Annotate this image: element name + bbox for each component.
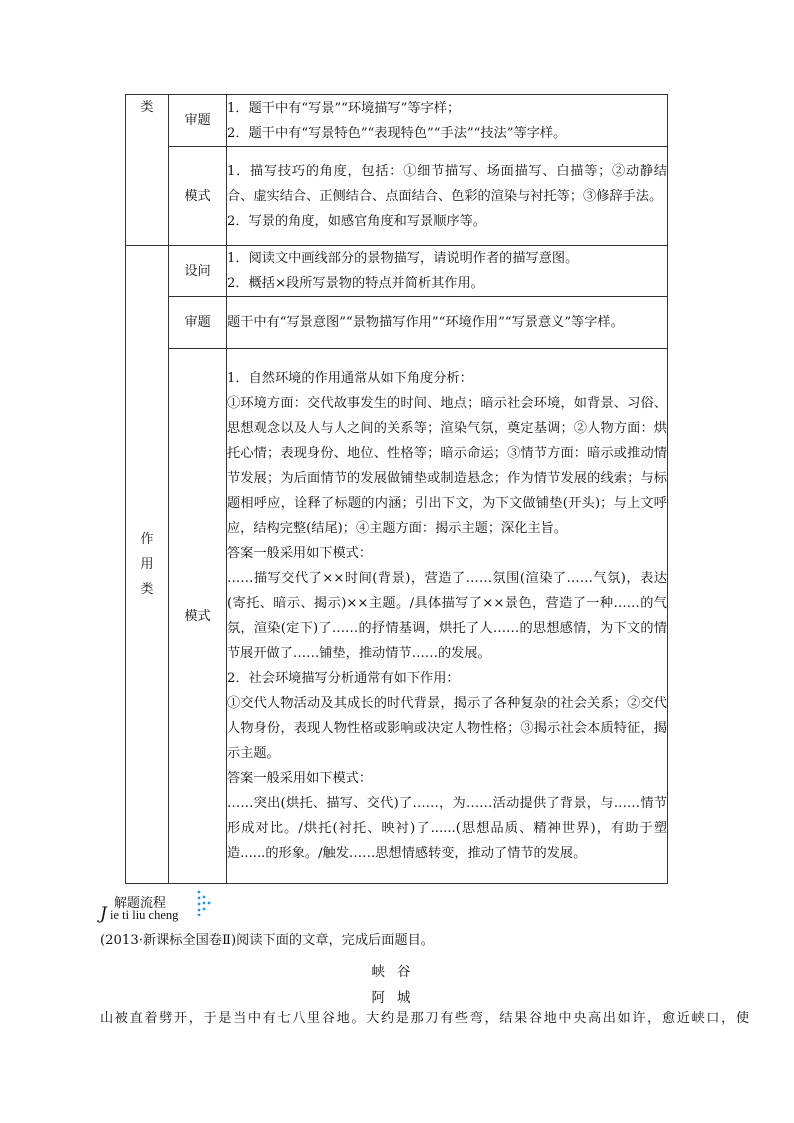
row-label: 审题 [169, 297, 227, 349]
article-author: 阿城 [371, 990, 423, 1006]
section-title: 解题流程 [114, 896, 167, 911]
row-content: 1．题干中有“写景”“环境描写”等字样； 2．题干中有“写景特色”“表现特色”“手法”“技法”等字样。 [227, 95, 668, 147]
section-initial: J [100, 904, 107, 924]
section-heading [100, 890, 300, 926]
category-cell-bottom: 作 用 类 [126, 246, 169, 884]
row-content: 1．自然环境的作用通常从如下角度分析： ①环境方面：交代故事发生的时间、地点；暗示社会环境，如背景、习俗、思想观念以及人与人之间的关系等；渲染气氛，奠定基调；②人物方面：烘托心情；表现身份、地位、性格等；暗示命运；③情节方面：暗示或推动情节发展；为后面情节的发展做铺垫或制造悬念；作为情节发展的线索；与标题相呼应，诠释了标题的内涵；引出下文，为下文做铺垫(开头)；与上文呼应，结构完整(结尾)；④主题方面：揭示主题；深化主旨。 答案一般采用如下模式： ……描写交代了××时间(背景)，营造了……氛围(渲染了……气氛)，表达(寄托、暗示、揭示)××主题。/具体描写了××景色，营造了一种……的气氛，渲染(定下)了……的抒情基调，烘托了人……的思想感情，为下文的情节展开做了……铺垫，推动情节……的发展。 2．社会环境描写分析通常有如下作用： ①交代人物活动及其成长的时代背景，揭示了各种复杂的社会关系；②交代人物身份，表现人物性格或影响或决定人物性格；③揭示社会本质特征，揭示主题。 答案一般采用如下模式： ……突出(烘托、描写、交代)了……，为……活动提供了背景，与……情节形成对比。/烘托(衬托、映衬)了......(思想品质、精神世界)，有助于塑造......的形象。/触发……思想情感转变，推动了情节的发展。 [227, 349, 668, 884]
answer-guide-table [125, 94, 668, 884]
row-label: 设问 [169, 246, 227, 297]
table-row [126, 297, 668, 349]
row-label: 模式 [169, 349, 227, 884]
row-content: 1．描写技巧的角度，包括：①细节描写、场面描写、白描等；②动静结合、虚实结合、正侧结合、点面结合、色彩的渲染与衬托等；③修辞手法。 2．写景的角度，如感官角度和写景顺序等。 [227, 147, 668, 246]
dotted-arrow-icon [197, 890, 213, 916]
category-cell-top [126, 95, 169, 246]
section-pinyin: ie ti liu cheng [110, 908, 179, 922]
table-row [126, 349, 668, 884]
category-label: 类 [140, 100, 154, 115]
row-content: 题干中有“写景意图”“景物描写作用”“环境作用”“写景意义”等字样。 [227, 297, 668, 349]
article-first-line: 山被直着劈开，于是当中有七八里谷地。大约是那刀有些弯，结果谷地中央高出如许，愈近峡口，使 [100, 1011, 751, 1026]
article-title: 峡谷 [371, 964, 423, 980]
table-row [126, 246, 668, 297]
table-row [126, 147, 668, 246]
row-label: 模式 [169, 147, 227, 246]
row-content: 1．阅读文中画线部分的景物描写，请说明作者的描写意图。 2．概括×段所写景物的特点并简析其作用。 [227, 246, 668, 297]
row-label: 审题 [169, 95, 227, 147]
question-intro: (2013·新课标全国卷Ⅱ)阅读下面的文章，完成后面题目。 [100, 933, 434, 948]
table-row [126, 95, 668, 147]
